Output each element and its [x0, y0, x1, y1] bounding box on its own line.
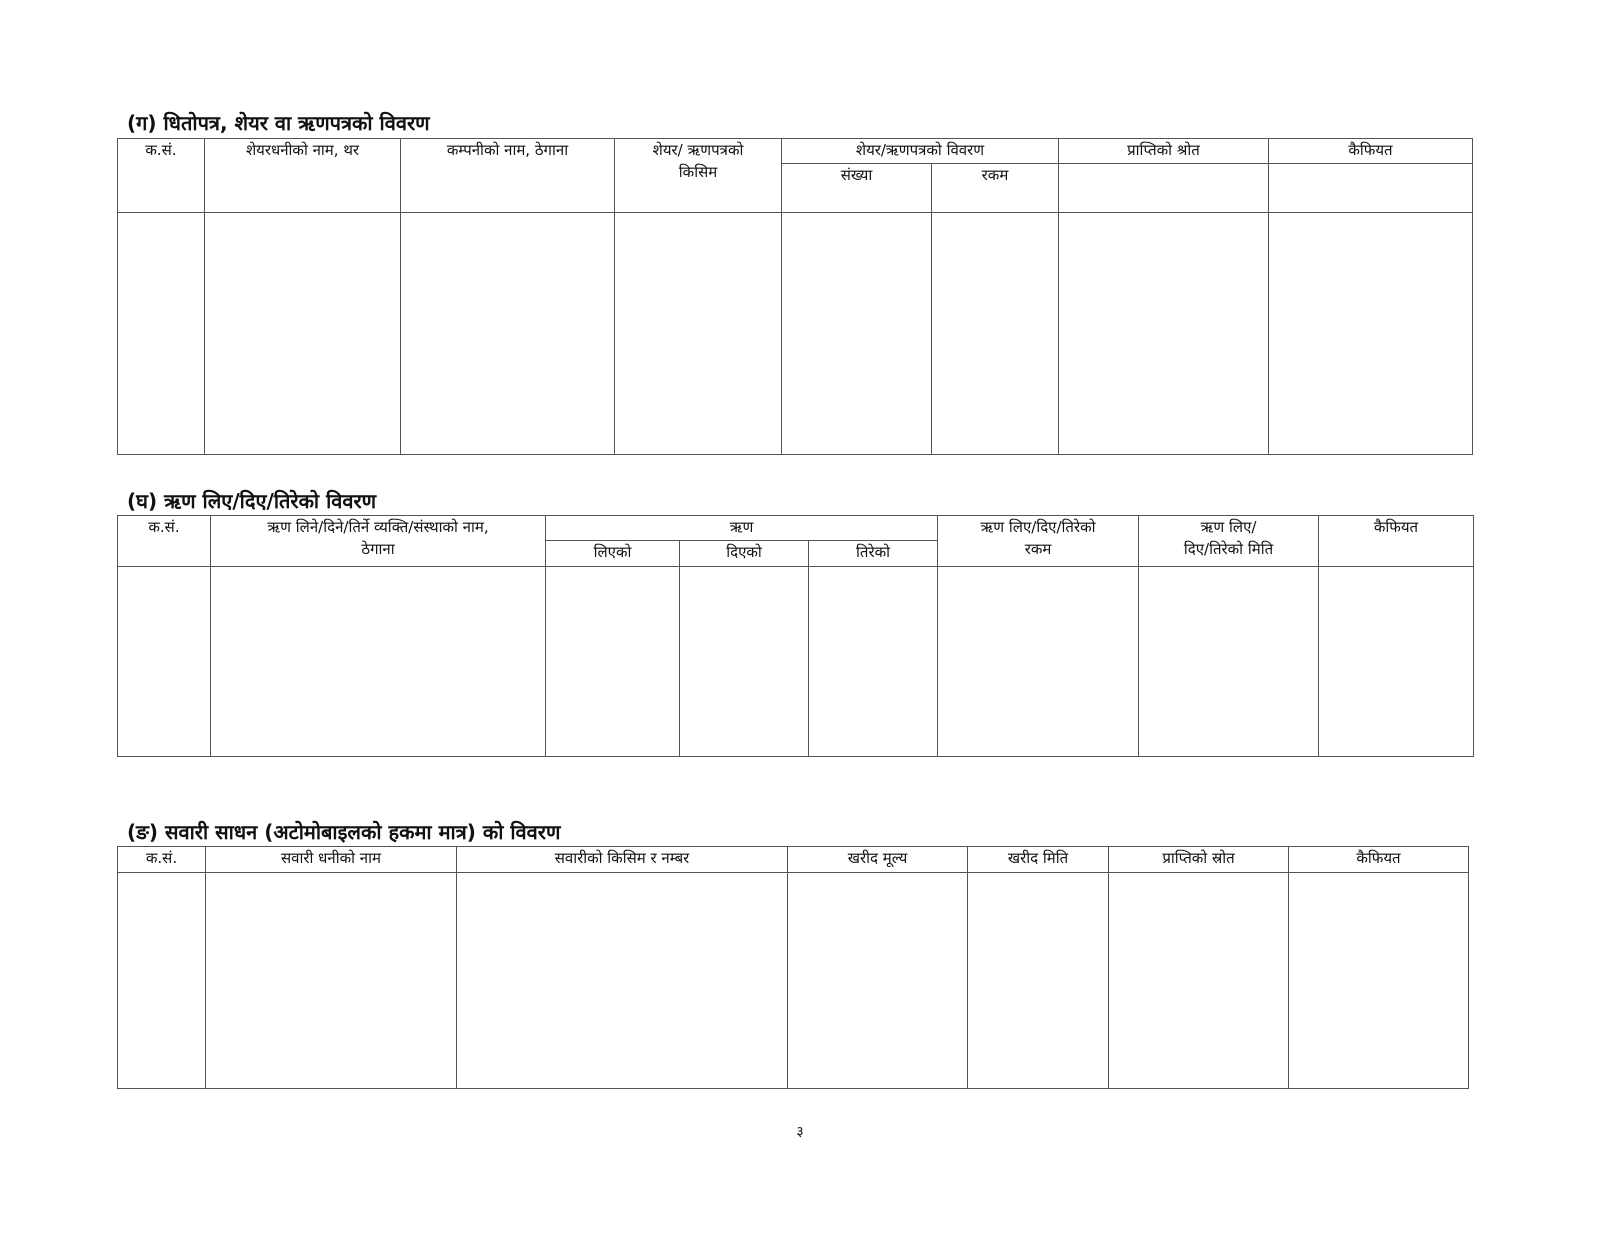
- table-cell[interactable]: [1319, 567, 1474, 757]
- securities-section-title: (ग) धितोपत्र, शेयर वा ऋणपत्रको विवरण: [127, 111, 430, 135]
- header-paid: तिरेको: [809, 541, 938, 567]
- header-loan-amount-line2: रकम: [1024, 540, 1052, 558]
- header-loan-date-line1: ऋण लिए/: [1200, 518, 1257, 536]
- header-loan-amount-line1: ऋण लिए/दिए/तिरेको: [980, 518, 1096, 536]
- table-cell[interactable]: [788, 873, 968, 1089]
- header-loan-date: [1139, 516, 1319, 567]
- table-cell[interactable]: [1289, 873, 1469, 1089]
- table-cell[interactable]: [615, 213, 782, 455]
- table-cell[interactable]: [118, 567, 211, 757]
- table-cell[interactable]: [938, 567, 1139, 757]
- vehicles-section-title: (ङ) सवारी साधन (अटोमोबाइलको हकमा मात्र) को विवरण: [127, 820, 561, 844]
- loans-section-title: (घ) ऋण लिए/दिए/तिरेको विवरण: [127, 489, 377, 513]
- header-source: प्राप्तिको स्रोत: [1109, 847, 1289, 873]
- header-source-blank: [1059, 164, 1269, 213]
- table-cell[interactable]: [457, 873, 788, 1089]
- header-given: दिएको: [680, 541, 809, 567]
- header-loan-date-line2: दिए/तिरेको मिति: [1183, 540, 1274, 558]
- table-cell[interactable]: [1269, 213, 1473, 455]
- loans-table: [117, 515, 1474, 757]
- header-party-line1: ऋण लिने/दिने/तिर्ने व्यक्ति/संस्थाको नाम,: [267, 518, 489, 536]
- table-cell[interactable]: [206, 873, 457, 1089]
- table-cell[interactable]: [1139, 567, 1319, 757]
- header-quantity: संख्या: [782, 164, 932, 213]
- header-loan-amount: [938, 516, 1139, 567]
- header-sn: क.सं.: [118, 516, 211, 567]
- table-cell[interactable]: [782, 213, 932, 455]
- header-date: खरीद मिति: [968, 847, 1109, 873]
- table-cell[interactable]: [205, 213, 401, 455]
- header-security-type: [615, 139, 782, 213]
- header-sn: क.सं.: [118, 139, 205, 213]
- header-amount: रकम: [932, 164, 1059, 213]
- header-remarks: कैफियत: [1269, 139, 1473, 164]
- header-owner: सवारी धनीको नाम: [206, 847, 457, 873]
- header-holder-name: शेयरधनीको नाम, थर: [205, 139, 401, 213]
- table-cell[interactable]: [546, 567, 680, 757]
- page-number: ३: [796, 1124, 804, 1140]
- table-row: [118, 873, 1469, 1089]
- table-cell[interactable]: [118, 213, 205, 455]
- header-price: खरीद मूल्य: [788, 847, 968, 873]
- header-type-number: सवारीको किसिम र नम्बर: [457, 847, 788, 873]
- header-loan: ऋण: [546, 516, 938, 541]
- header-source: प्राप्तिको श्रोत: [1059, 139, 1269, 164]
- table-cell[interactable]: [211, 567, 546, 757]
- header-party-line2: ठेगाना: [361, 540, 395, 558]
- table-cell[interactable]: [1059, 213, 1269, 455]
- table-cell[interactable]: [118, 873, 206, 1089]
- header-security-details: शेयर/ऋणपत्रको विवरण: [782, 139, 1059, 164]
- table-cell[interactable]: [968, 873, 1109, 1089]
- header-remarks: कैफियत: [1289, 847, 1469, 873]
- table-cell[interactable]: [932, 213, 1059, 455]
- header-company: कम्पनीको नाम, ठेगाना: [401, 139, 615, 213]
- header-security-type-line2: किसिम: [678, 163, 718, 181]
- table-row: [118, 567, 1474, 757]
- table-cell[interactable]: [401, 213, 615, 455]
- vehicles-table: [117, 846, 1469, 1089]
- header-taken: लिएको: [546, 541, 680, 567]
- table-row: [118, 213, 1473, 455]
- header-remarks-blank: [1269, 164, 1473, 213]
- header-remarks: कैफियत: [1319, 516, 1474, 567]
- header-party: [211, 516, 546, 567]
- table-cell[interactable]: [680, 567, 809, 757]
- header-sn: क.सं.: [118, 847, 206, 873]
- header-security-type-line1: शेयर/ ऋणपत्रको: [652, 141, 744, 159]
- securities-table: [117, 138, 1473, 455]
- table-cell[interactable]: [1109, 873, 1289, 1089]
- table-cell[interactable]: [809, 567, 938, 757]
